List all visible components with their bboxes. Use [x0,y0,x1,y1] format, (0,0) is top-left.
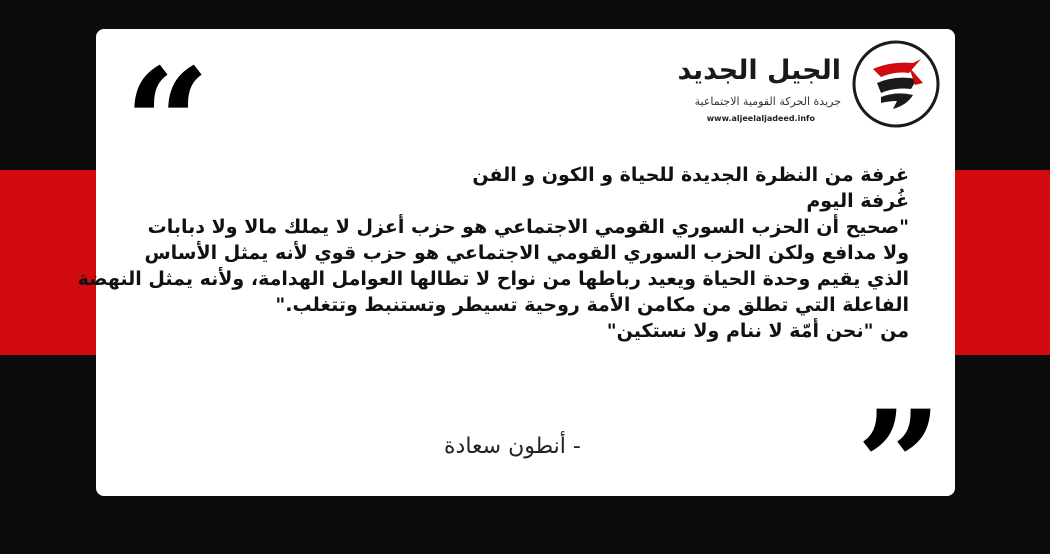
quote-line: الذي يقيم وحدة الحياة ويعيد رباطها من نواح لا تطالها العوامل الهدامة، ولأنه يمثل النهضة [77,268,909,290]
logo [677,39,941,129]
quote-card [77,29,955,554]
close-quote-mark: ” [856,378,943,554]
quote-line: غرفة من النظرة الجديدة للحياة و الكون و الفن [472,164,909,186]
quote-line: ولا مدافع ولكن الحزب السوري القومي الاجتماعي هو حزب قوي لأنه يمثل الأساس [144,242,909,264]
logo-url: www.aljeelaljadeed.info [706,114,815,123]
logo-subtitle: جريدة الحركة القومية الاجتماعية [694,95,841,108]
quote-line: الفاعلة التي تطلق من مكامن الأمة روحية تسيطر وتستنبط وتتغلب." [275,294,909,316]
quote-author: - أنطون سعادة [444,434,581,459]
logo-emblem-icon [851,39,941,129]
open-quote-mark: “ [124,36,211,212]
quote-line: من "نحن أمّة لا ننام ولا نستكين" [606,320,909,342]
quote-text [77,162,909,344]
quote-line: "صحيح أن الحزب السوري القومي الاجتماعي هو حزب أعزل لا يملك مالا ولا دبابات [147,216,909,238]
quote-line: غُرفة اليوم [806,190,909,212]
logo-title: الجيل الجديد [677,55,841,86]
